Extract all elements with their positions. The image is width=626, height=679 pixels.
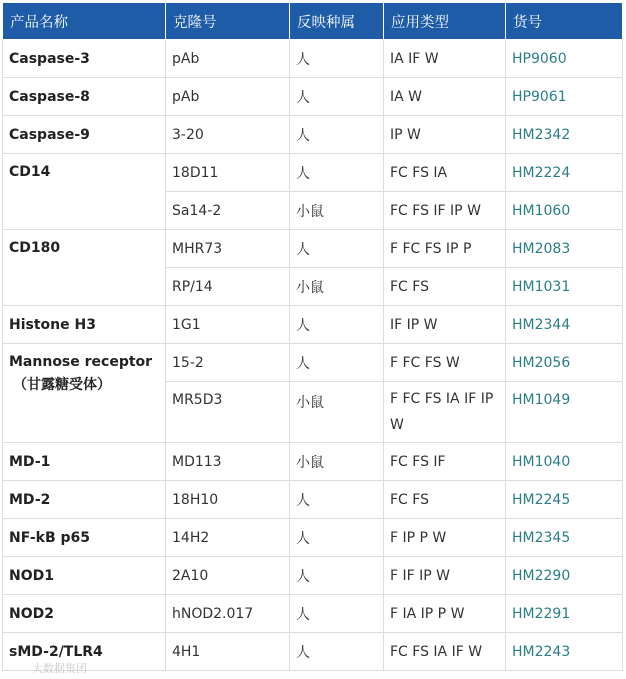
species-cell: 小鼠	[290, 443, 384, 481]
catalog-link[interactable]: HM1031	[506, 268, 623, 306]
application-cell: FC FS IA IF W	[384, 633, 506, 671]
species-cell: 人	[290, 230, 384, 268]
catalog-link[interactable]: HM2291	[506, 595, 623, 633]
table-row	[3, 557, 623, 595]
species-cell: 人	[290, 557, 384, 595]
application-cell: F FC FS IP P	[384, 230, 506, 268]
catalog-link[interactable]: HP9060	[506, 40, 623, 78]
table-row	[3, 633, 623, 671]
product-name: Caspase-3	[3, 40, 166, 78]
table-row	[3, 40, 623, 78]
catalog-link[interactable]: HM1049	[506, 382, 623, 443]
application-cell: FC FS	[384, 268, 506, 306]
header-species: 反映种属	[290, 3, 384, 40]
species-cell: 人	[290, 154, 384, 192]
clone-cell: hNOD2.017	[166, 595, 290, 633]
product-name: Caspase-9	[3, 116, 166, 154]
species-cell: 人	[290, 344, 384, 382]
product-name-cell	[3, 344, 166, 443]
species-cell: 小鼠	[290, 382, 384, 443]
clone-cell: Sa14-2	[166, 192, 290, 230]
catalog-link[interactable]: HM2342	[506, 116, 623, 154]
clone-cell: 14H2	[166, 519, 290, 557]
catalog-link[interactable]: HM1060	[506, 192, 623, 230]
species-cell: 人	[290, 519, 384, 557]
application-cell: F IP P W	[384, 519, 506, 557]
application-cell: F IA IP P W	[384, 595, 506, 633]
species-cell: 人	[290, 595, 384, 633]
product-table	[2, 2, 623, 671]
species-cell: 小鼠	[290, 268, 384, 306]
product-name: MD-2	[3, 481, 166, 519]
species-cell: 人	[290, 481, 384, 519]
clone-cell: 4H1	[166, 633, 290, 671]
application-cell: FC FS IF	[384, 443, 506, 481]
clone-cell: 2A10	[166, 557, 290, 595]
species-cell: 人	[290, 78, 384, 116]
table-row	[3, 154, 623, 192]
application-cell: IP W	[384, 116, 506, 154]
table-row	[3, 306, 623, 344]
application-cell: IF IP W	[384, 306, 506, 344]
product-name: CD14	[3, 154, 166, 230]
clone-cell: 1G1	[166, 306, 290, 344]
table-row	[3, 595, 623, 633]
clone-cell: pAb	[166, 40, 290, 78]
application-cell: FC FS IF IP W	[384, 192, 506, 230]
application-cell: FC FS	[384, 481, 506, 519]
catalog-link[interactable]: HM2224	[506, 154, 623, 192]
clone-cell: 3-20	[166, 116, 290, 154]
header-application: 应用类型	[384, 3, 506, 40]
product-name: NOD1	[3, 557, 166, 595]
application-cell: IA W	[384, 78, 506, 116]
table-row	[3, 481, 623, 519]
product-name: Mannose receptor	[9, 354, 153, 370]
clone-cell: MR5D3	[166, 382, 290, 443]
table-row	[3, 443, 623, 481]
catalog-link[interactable]: HM2245	[506, 481, 623, 519]
species-cell: 人	[290, 40, 384, 78]
application-cell: F FC FS W	[384, 344, 506, 382]
header-product-name: 产品名称	[3, 3, 166, 40]
product-name: Caspase-8	[3, 78, 166, 116]
table-header-row	[3, 3, 623, 40]
species-cell: 人	[290, 306, 384, 344]
catalog-link[interactable]: HM2345	[506, 519, 623, 557]
clone-cell: pAb	[166, 78, 290, 116]
clone-cell: MHR73	[166, 230, 290, 268]
header-catalog: 货号	[506, 3, 623, 40]
application-cell: F IF IP W	[384, 557, 506, 595]
clone-cell: 18D11	[166, 154, 290, 192]
clone-cell: 18H10	[166, 481, 290, 519]
header-clone: 克隆号	[166, 3, 290, 40]
application-cell: FC FS IA	[384, 154, 506, 192]
product-name: CD180	[3, 230, 166, 306]
catalog-link[interactable]: HP9061	[506, 78, 623, 116]
catalog-link[interactable]: HM2056	[506, 344, 623, 382]
product-name: NF-kB p65	[3, 519, 166, 557]
product-name: sMD-2/TLR4	[3, 633, 166, 671]
catalog-link[interactable]: HM1040	[506, 443, 623, 481]
species-cell: 人	[290, 633, 384, 671]
clone-cell: MD113	[166, 443, 290, 481]
product-name-subtitle: （甘露糖受体）	[13, 377, 111, 393]
table-row	[3, 116, 623, 154]
product-name: MD-1	[3, 443, 166, 481]
table-row	[3, 78, 623, 116]
clone-cell: 15-2	[166, 344, 290, 382]
clone-cell: RP/14	[166, 268, 290, 306]
application-cell: F FC FS IA IF IP W	[384, 382, 506, 443]
product-name: NOD2	[3, 595, 166, 633]
product-name: Histone H3	[3, 306, 166, 344]
catalog-link[interactable]: HM2083	[506, 230, 623, 268]
table-row	[3, 230, 623, 268]
species-cell: 人	[290, 116, 384, 154]
species-cell: 小鼠	[290, 192, 384, 230]
catalog-link[interactable]: HM2243	[506, 633, 623, 671]
catalog-link[interactable]: HM2290	[506, 557, 623, 595]
watermark: 大数据集团	[32, 662, 87, 675]
table-row	[3, 344, 623, 382]
application-cell: IA IF W	[384, 40, 506, 78]
table-row	[3, 519, 623, 557]
catalog-link[interactable]: HM2344	[506, 306, 623, 344]
